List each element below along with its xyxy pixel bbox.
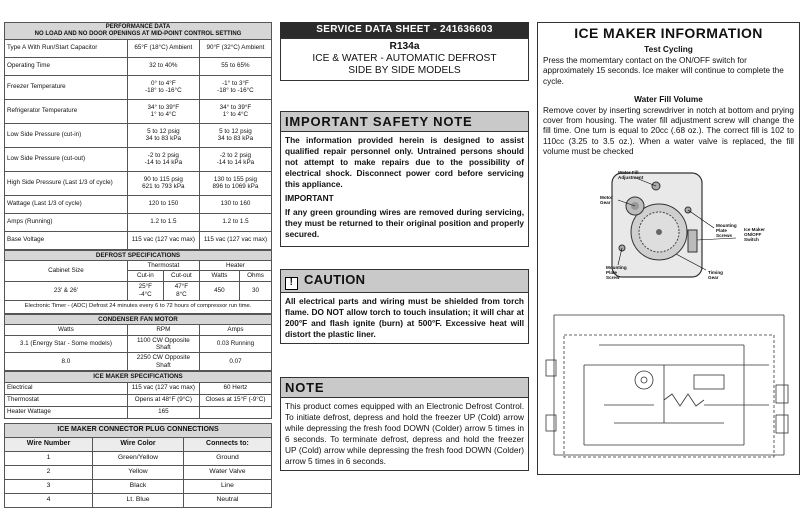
wire-number-value: 4	[5, 493, 93, 507]
performance-row	[5, 75, 272, 99]
connects-to-value: Neutral	[183, 493, 271, 507]
performance-row	[5, 57, 272, 75]
performance-label: Operating Time	[5, 57, 128, 75]
connector-row	[5, 493, 272, 507]
connects-to-header: Connects to:	[183, 437, 271, 451]
icemaker-spec-value-2: Closes at 15°F (-9°C)	[199, 394, 271, 406]
performance-65f-value: -2 to 2 psig -14 to 14 kPa	[127, 147, 199, 171]
performance-90f-value: 55 to 65%	[199, 57, 271, 75]
performance-label: Refrigerator Temperature	[5, 99, 128, 123]
wire-color-header: Wire Color	[93, 437, 184, 451]
fan-title: CONDENSER FAN MOTOR	[5, 314, 272, 324]
note-text: This product comes equipped with an Electronic Defrost Control. To initiate defrost, depress and hold the freezer UP (Cold) arrow while depressing the fresh food DOWN (Colder) arrow 5 times in 6 seconds. To terminate defrost, depress and hold the freezer UP (Cold) arrow while depressing the fresh food DOWN (Colder) arrow 5 times in 6 seconds.	[285, 401, 524, 466]
heater-header: Heater	[199, 261, 271, 271]
performance-65f-value: 5 to 12 psig 34 to 83 kPa	[127, 123, 199, 147]
fan-watts-value: 8.0	[5, 353, 128, 371]
fan-amps-value: 0.07	[199, 353, 271, 371]
icemaker-spec-row	[5, 382, 272, 394]
safety-note-title: IMPORTANT SAFETY NOTE	[281, 112, 528, 132]
note-box	[280, 377, 529, 471]
performance-label: High Side Pressure (Last 1/3 of cycle)	[5, 171, 128, 195]
thermostat-header: Thermostat	[127, 261, 199, 271]
icemaker-spec-row	[5, 394, 272, 406]
performance-90f-value: 130 to 155 psig 896 to 1069 kPa	[199, 171, 271, 195]
spec-tables	[4, 22, 272, 508]
ice-maker-drawing	[596, 170, 776, 280]
performance-65f-value: 115 vac (127 vac max)	[127, 231, 199, 249]
icemaker-spec-table	[4, 371, 272, 418]
ohms-value: 30	[239, 281, 271, 300]
wiring-schematic	[544, 305, 794, 470]
wire-number-value: 2	[5, 465, 93, 479]
fan-amps-header: Amps	[199, 325, 271, 335]
icemaker-spec-value-2	[199, 406, 271, 418]
performance-label: Wattage (Last 1/3 of cycle)	[5, 195, 128, 213]
watts-header: Watts	[199, 271, 239, 281]
wire-number-header: Wire Number	[5, 437, 93, 451]
water-fill-text: Remove cover by inserting screwdriver in notch at bottom and prying cover from housing. The water fill adjustment screw will change the fill time. One turn is equal to 20cc (.68 oz.). The correct fill is 102 to 110cc (3.25 to 3.5 oz.). When a water valve is replaced, the fill volume must be checked	[543, 105, 794, 157]
connects-to-value: Ground	[183, 451, 271, 465]
cabinet-size-header: Cabinet Size	[5, 261, 128, 282]
fan-rpm-value: 2250 CW Opposite Shaft	[127, 353, 199, 371]
performance-label: Type A With Run/Start Capacitor	[5, 39, 128, 57]
performance-row	[5, 39, 272, 57]
wire-number-value: 1	[5, 451, 93, 465]
performance-row	[5, 213, 272, 231]
performance-table	[4, 22, 272, 250]
fan-amps-value: 0.03 Running	[199, 335, 271, 353]
connector-title: ICE MAKER CONNECTOR PLUG CONNECTIONS	[5, 423, 272, 437]
wire-number-value: 3	[5, 479, 93, 493]
performance-row	[5, 171, 272, 195]
icemaker-spec-label: Heater Wattage	[5, 406, 128, 418]
fan-table	[4, 314, 272, 371]
cut-in-header: Cut-in	[127, 271, 163, 281]
performance-65f-value: 0° to 4°F -18° to -16°C	[127, 75, 199, 99]
ice-maker-diagram	[596, 170, 776, 280]
performance-label: Freezer Temperature	[5, 75, 128, 99]
fan-row	[5, 353, 272, 371]
performance-90f-value: 34° to 39°F 1° to 4°C	[199, 99, 271, 123]
fan-row	[5, 335, 272, 353]
performance-row	[5, 231, 272, 249]
performance-title: PERFORMANCE DATA NO LOAD AND NO DOOR OPENINGS AT MID-POINT CONTROL SETTING	[5, 23, 272, 40]
fan-rpm-header: RPM	[127, 325, 199, 335]
connects-to-value: Line	[183, 479, 271, 493]
warning-icon: !	[285, 277, 298, 290]
performance-90f-value: 1.2 to 1.5	[199, 213, 271, 231]
model-line-3: SIDE BY SIDE MODELS	[348, 65, 461, 76]
on-off-switch-label: Ice Maker ON/OFF Switch	[744, 227, 765, 242]
performance-90f-value: 90°F (32°C) Ambient	[199, 39, 271, 57]
performance-65f-value: 1.2 to 1.5	[127, 213, 199, 231]
defrost-table	[4, 250, 272, 314]
icemaker-spec-label: Electrical	[5, 382, 128, 394]
model-line-2: ICE & WATER - AUTOMATIC DEFROST	[312, 53, 497, 64]
performance-row	[5, 123, 272, 147]
cut-out-header: Cut-out	[163, 271, 199, 281]
connector-row	[5, 465, 272, 479]
mounting-plate-label: Mounting Plate Screws	[716, 223, 737, 238]
icemaker-spec-label: Thermostat	[5, 394, 128, 406]
performance-label: Amps (Running)	[5, 213, 128, 231]
performance-label: Low Side Pressure (cut-out)	[5, 147, 128, 171]
wire-color-value: Black	[93, 479, 184, 493]
mounting-plate-screw-label: Mounting Plate Screw	[606, 265, 627, 280]
defrost-title: DEFROST SPECIFICATIONS	[5, 250, 272, 260]
connector-row	[5, 479, 272, 493]
performance-label: Low Side Pressure (cut-in)	[5, 123, 128, 147]
ohms-header: Ohms	[239, 271, 271, 281]
icemaker-spec-value: 115 vac (127 vac max)	[127, 382, 199, 394]
performance-65f-value: 32 to 40%	[127, 57, 199, 75]
cut-out-value: 47°F 8°C	[163, 281, 199, 300]
wire-color-value: Lt. Blue	[93, 493, 184, 507]
ice-maker-info	[537, 22, 800, 475]
performance-65f-value: 90 to 115 psig 621 to 793 kPa	[127, 171, 199, 195]
performance-row	[5, 195, 272, 213]
water-fill-label: Water Fill Adjustment	[618, 170, 644, 180]
safety-note-box	[280, 111, 529, 247]
performance-row	[5, 99, 272, 123]
caution-text: All electrical parts and wiring must be shielded from torch flame. DO NOT allow torch to touch insulation; it will char at 200°F and flash ignite (burn) at 500°F. Excessive heat will distort the plastic liner.	[285, 296, 524, 339]
cut-in-value: 25°F -4°C	[127, 281, 163, 300]
fan-watts-value: 3.1 (Energy Star - Some models)	[5, 335, 128, 353]
icemaker-spec-value: Opens at 48°F (9°C)	[127, 394, 199, 406]
safety-paragraph: The information provided herein is designed to assist qualified repair personnel only. Untrained persons should not attempt to make repairs due to the possibility of electrical shock. Disconnect power cord before servicing this appliance.	[285, 135, 524, 189]
performance-label: Base Voltage	[5, 231, 128, 249]
note-title: NOTE	[281, 378, 528, 398]
performance-65f-value: 34° to 39°F 1° to 4°C	[127, 99, 199, 123]
performance-65f-value: 120 to 150	[127, 195, 199, 213]
cabinet-size-value: 23' & 26'	[5, 281, 128, 300]
water-fill-title: Water Fill Volume	[634, 93, 703, 104]
connector-table	[4, 423, 272, 508]
performance-90f-value: -1° to 3°F -18° to -16°C	[199, 75, 271, 99]
model-info	[280, 38, 529, 81]
important-label: IMPORTANT	[285, 193, 334, 203]
timing-gear-label: Timing Gear	[708, 270, 723, 280]
watts-value: 450	[199, 281, 239, 300]
icemaker-spec-value-2: 60 Hertz	[199, 382, 271, 394]
connector-row	[5, 451, 272, 465]
performance-90f-value: 115 vac (127 vac max)	[199, 231, 271, 249]
icemaker-spec-row	[5, 406, 272, 418]
performance-65f-value: 65°F (18°C) Ambient	[127, 39, 199, 57]
performance-90f-value: 5 to 12 psig 34 to 83 kPa	[199, 123, 271, 147]
service-data-header: SERVICE DATA SHEET - 241636603	[280, 22, 529, 38]
test-cycling-text: Press the momemtary contact on the ON/OFF switch for approximately 15 seconds. Ice maker will continue to complete the cycle.	[543, 56, 784, 86]
wire-color-value: Yellow	[93, 465, 184, 479]
icemaker-spec-value: 165	[127, 406, 199, 418]
refrigerant: R134a	[389, 41, 420, 52]
grounding-paragraph: If any green grounding wires are removed during servicing, they must be returned to their original position and properly secured.	[285, 207, 524, 239]
ice-maker-title: ICE MAKER INFORMATION	[574, 25, 763, 41]
connects-to-value: Water Valve	[183, 465, 271, 479]
fan-rpm-value: 1100 CW Opposite Shaft	[127, 335, 199, 353]
motor-gear-label: Motor Gear	[600, 195, 613, 205]
caution-box	[280, 269, 529, 344]
performance-row	[5, 147, 272, 171]
test-cycling-title: Test Cycling	[644, 44, 693, 54]
fan-watts-header: Watts	[5, 325, 128, 335]
middle-column	[280, 22, 529, 471]
icemaker-spec-title: ICE MAKER SPECIFICATIONS	[5, 372, 272, 382]
performance-90f-value: 130 to 160	[199, 195, 271, 213]
timer-note: Electronic Timer - (ADC) Defrost 24 minutes every 6 to 72 hours of compressor run time.	[5, 300, 272, 313]
performance-90f-value: -2 to 2 psig -14 to 14 kPa	[199, 147, 271, 171]
wire-color-value: Green/Yellow	[93, 451, 184, 465]
caution-title: CAUTION	[304, 272, 366, 287]
